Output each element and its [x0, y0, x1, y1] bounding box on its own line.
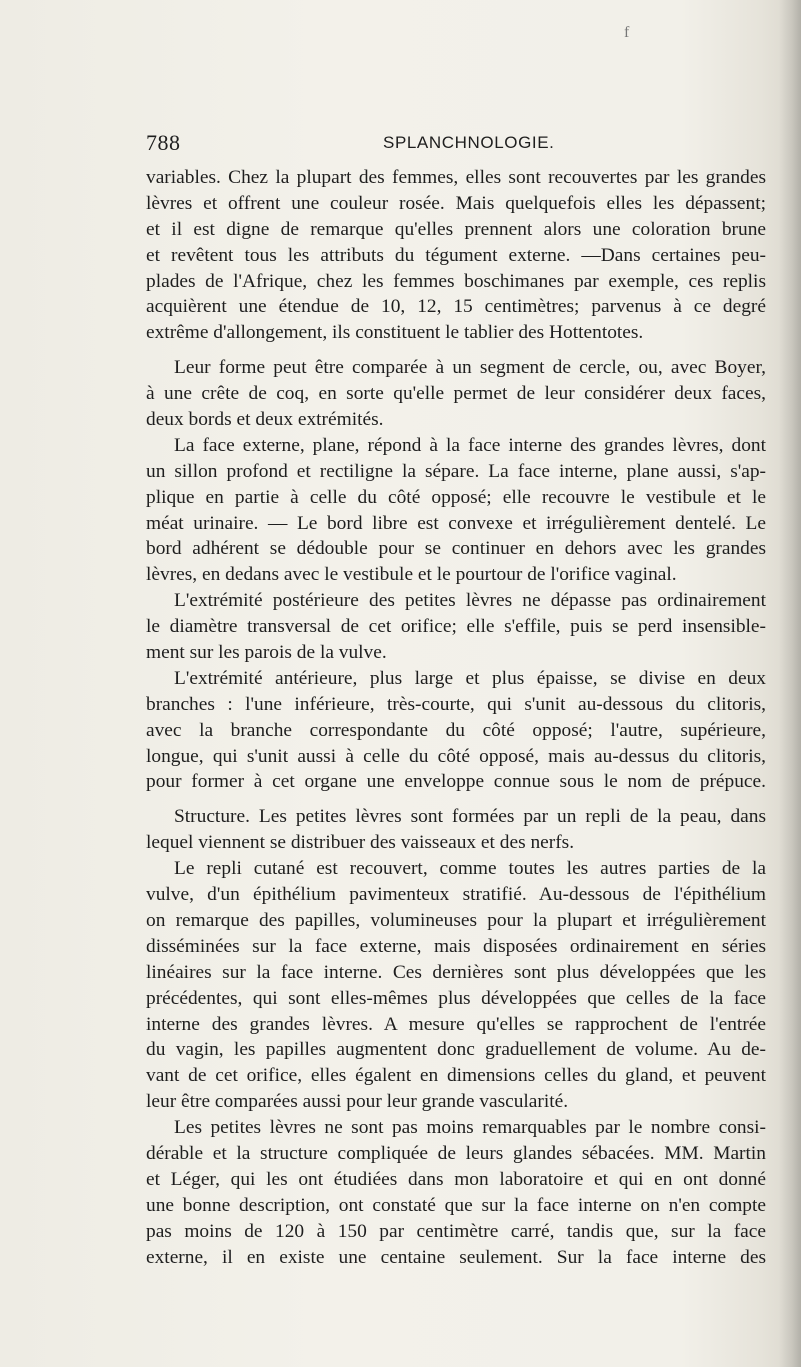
text-line: plades de l'Afrique, chez les femmes boschimanes par exemple, ces replis [146, 270, 766, 292]
text-line: Le repli cutané est recouvert, comme toutes les autres parties de la [174, 858, 766, 880]
text-line: bord adhérent se dédouble pour se continuer en dehors avec les grandes [146, 538, 766, 560]
text-line: du vagin, les papilles augmentent donc graduellement de volume. Au de- [146, 1039, 766, 1061]
text-line: linéaires sur la face interne. Ces dernières sont plus développées que les [146, 961, 766, 983]
text-line: externe, il en existe une centaine seulement. Sur la face interne des [146, 1246, 766, 1268]
page-header [146, 130, 766, 160]
text-line: on remarque des papilles, volumineuses pour la plupart et irrégulièrement [146, 909, 766, 931]
text-line: Les petites lèvres ne sont pas moins remarquables par le nombre consi- [174, 1117, 766, 1139]
text-line: et revêtent tous les attributs du tégument externe. —Dans certaines peu- [146, 244, 766, 266]
text-line: L'extrémité antérieure, plus large et plus épaisse, se divise en deux [174, 667, 766, 689]
page-edge-shadow [779, 0, 801, 1367]
text-line: L'extrémité postérieure des petites lèvres ne dépasse pas ordinairement [174, 590, 766, 612]
text-line: vant de cet orifice, elles égalent en dimensions celles du gland, et peuvent [146, 1065, 766, 1087]
running-head: SPLANCHNOLOGIE. [383, 133, 555, 152]
text-line: et Léger, qui les ont étudiées dans mon laboratoire et qui en ont donné [146, 1168, 766, 1190]
text-line: avec la branche correspondante du côté opposé; l'autre, supérieure, [146, 719, 766, 741]
text-line: variables. Chez la plupart des femmes, elles sont recouvertes par les grandes [146, 167, 766, 188]
text-line: vulve, d'un épithélium pavimenteux stratifié. Au-dessous de l'épithélium [146, 884, 766, 906]
text-line: La face externe, plane, répond à la face interne des grandes lèvres, dont [174, 434, 766, 456]
text-line: Structure. Les petites lèvres sont formées par un repli de la peau, dans [174, 806, 766, 828]
text-line: et il est digne de remarque qu'elles prennent alors une coloration brune [146, 218, 766, 240]
text-line: dérable et la structure compliquée de leurs glandes sébacées. MM. Martin [146, 1142, 766, 1164]
text-line: un sillon profond et rectiligne la sépare. La face interne, plane aussi, s'ap- [146, 460, 766, 482]
marginal-mark: f [624, 24, 630, 41]
text-line: plique en partie à celle du côté opposé; elle recouvre le vestibule et le [146, 486, 766, 508]
text-line: Leur forme peut être comparée à un segment de cercle, ou, avec Boyer, [174, 357, 766, 379]
text-line: pas moins de 120 à 150 par centimètre carré, tandis que, sur la face [146, 1220, 766, 1242]
text-line: pour former à cet organe une enveloppe connue sous le nom de prépuce. [146, 771, 766, 793]
page-number: 788 [146, 130, 181, 155]
text-line: interne des grandes lèvres. A mesure qu'elles se rapprochent de l'entrée [146, 1013, 766, 1035]
text-line: acquièrent une étendue de 10, 12, 15 centimètres; parvenus à ce degré [146, 296, 766, 318]
text-line: lequel viennent se distribuer des vaisseaux et des nerfs. [146, 832, 575, 854]
text-line: une bonne description, ont constaté que sur la face interne on n'en compte [146, 1194, 766, 1216]
text-line: deux bords et deux extrémités. [146, 409, 384, 431]
text-line: méat urinaire. — Le bord libre est convexe et irrégulièrement dentelé. Le [146, 512, 766, 534]
text-line: précédentes, qui sont elles-mêmes plus développées que celles de la face [146, 987, 766, 1009]
text-line: leur être comparées aussi pour leur grande vascularité. [146, 1091, 569, 1113]
text-line: ment sur les parois de la vulve. [146, 642, 387, 664]
text-line: branches : l'une inférieure, très-courte, qui s'unit au-dessous du clitoris, [146, 693, 766, 715]
text-line: disséminées sur la face externe, mais disposées ordinairement en séries [146, 935, 766, 957]
body-text [146, 165, 766, 1270]
text-line: extrême d'allongement, ils constituent le tablier des Hottentotes. [146, 322, 644, 344]
text-line: longue, qui s'unit aussi à celle du côté opposé, mais au-dessus du clitoris, [146, 745, 766, 767]
text-line: lèvres, en dedans avec le vestibule et le pourtour de l'orifice vaginal. [146, 564, 677, 586]
text-line: le diamètre transversal de cet orifice; elle s'effile, puis se perd insensible- [146, 616, 766, 638]
text-line: lèvres et offrent une couleur rosée. Mais quelquefois elles les dépassent; [146, 192, 766, 214]
text-line: à une crête de coq, en sorte qu'elle permet de leur considérer deux faces, [146, 383, 766, 405]
